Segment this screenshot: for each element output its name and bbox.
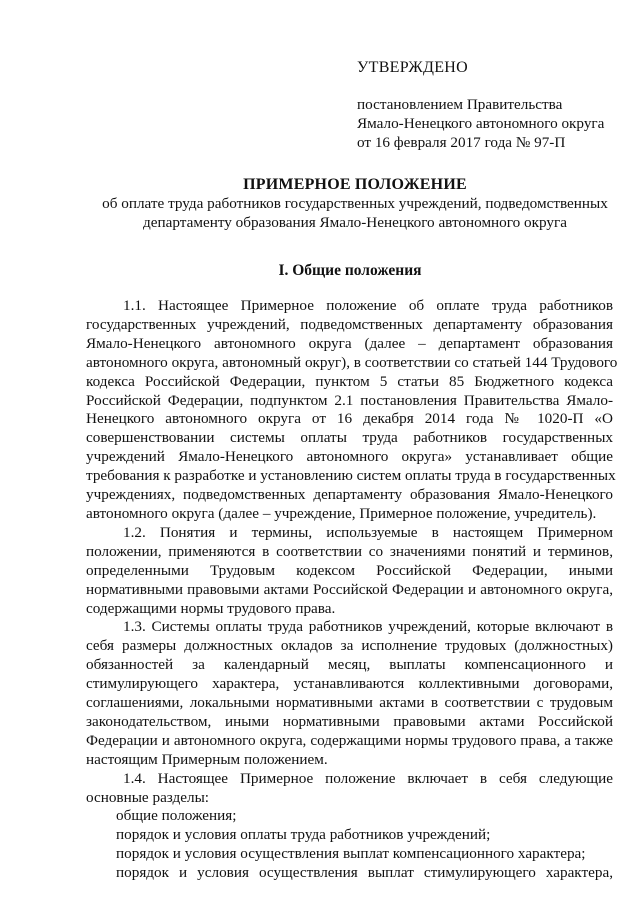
section-title: I. Общие положения: [278, 262, 422, 279]
approval-line: от 16 февраля 2017 года № 97-П: [357, 134, 566, 151]
text-line: обязанностей за календарный месяц, выплаты компенсационного и: [86, 656, 613, 674]
approval-line: постановлением Правительства: [357, 96, 563, 113]
text-line: 1.3. Системы оплаты труда работников учреждений, которые включают в: [123, 618, 613, 636]
paragraph-1-4: [86, 770, 613, 808]
text-line: 1.2. Понятия и термины, используемые в настоящем Примерном: [123, 523, 613, 541]
approval-line: Ямало-Ненецкого автономного округа: [357, 115, 605, 132]
text-line: автономного округа, автономный округ), в соответствии со статьей 144 Трудового: [86, 353, 618, 371]
list-item: порядок и условия осуществления выплат стимулирующего характера,: [116, 864, 613, 882]
text-line: основные разделы:: [86, 788, 210, 806]
title-line: об оплате труда работников государственных учреждений, подведомственных: [102, 195, 608, 212]
text-line: Российской Федерации, подпунктом 2.1 постановления Правительства Ямало-: [86, 391, 613, 409]
list-item: порядок и условия осуществления выплат компенсационного характера;: [116, 845, 586, 863]
text-line: кодекса Российской Федерации, пунктом 5 статьи 85 Бюджетного кодекса: [86, 372, 613, 390]
text-line: Федерации и автономного округа, содержащими нормы трудового права, а также: [86, 731, 613, 749]
text-line: учреждений Ямало-Ненецкого автономного округа» устанавливает общие: [86, 448, 613, 466]
list-item: порядок и условия оплаты труда работников учреждений;: [116, 826, 491, 844]
text-line: себя размеры должностных окладов за исполнение трудовых (должностных): [86, 637, 613, 655]
approved-heading: УТВЕРЖДЕНО: [357, 59, 469, 76]
document-title: [70, 175, 640, 232]
text-line: стимулирующего характера, устанавливаются коллективными договорами,: [86, 675, 613, 693]
text-line: содержащими нормы трудового права.: [86, 599, 336, 617]
text-line: совершенствовании системы оплаты труда работников государственных: [86, 429, 613, 447]
text-line: соглашениями, локальными нормативными актами в соответствии с трудовым: [86, 694, 613, 712]
text-line: автономного округа (далее – учреждение, Примерное положение, учредитель).: [86, 504, 597, 522]
paragraph-1-1: [86, 297, 618, 524]
text-line: положении, применяются в соответствии со значениями понятий и терминов,: [86, 542, 613, 560]
text-line: определенными Трудовым кодексом Российской Федерации, иными: [86, 561, 613, 579]
document-body: [86, 297, 618, 883]
title-main: ПРИМЕРНОЕ ПОЛОЖЕНИЕ: [243, 176, 467, 193]
sections-list: [86, 807, 613, 883]
text-line: законодательством, иными нормативными правовыми актами Российской: [86, 712, 613, 730]
text-line: настоящим Примерным положением.: [86, 750, 328, 768]
text-line: Ненецкого автономного округа от 16 декабря 2014 года № 1020-П «О: [86, 410, 613, 428]
approval-stamp: [357, 58, 627, 152]
text-line: 1.1. Настоящее Примерное положение об оплате труда работников: [123, 297, 613, 314]
text-line: требования к разработке и установлению систем оплаты труда в государственных: [86, 467, 616, 485]
title-line: департаменту образования Ямало-Ненецкого автономного округа: [143, 214, 567, 231]
text-line: учреждениях, подведомственных департаменту образования Ямало-Ненецкого: [86, 486, 613, 504]
text-line: нормативными правовыми актами Российской Федерации и автономного округа,: [86, 580, 613, 598]
list-item: общие положения;: [116, 807, 237, 825]
paragraph-1-3: [86, 618, 613, 769]
paragraph-1-2: [86, 524, 613, 619]
text-line: 1.4. Настоящее Примерное положение включает в себя следующие: [123, 769, 613, 787]
text-line: Ямало-Ненецкого автономного округа (далее – департамент образования: [86, 334, 613, 352]
text-line: государственных учреждений, подведомственных департаменту образования: [86, 315, 613, 333]
